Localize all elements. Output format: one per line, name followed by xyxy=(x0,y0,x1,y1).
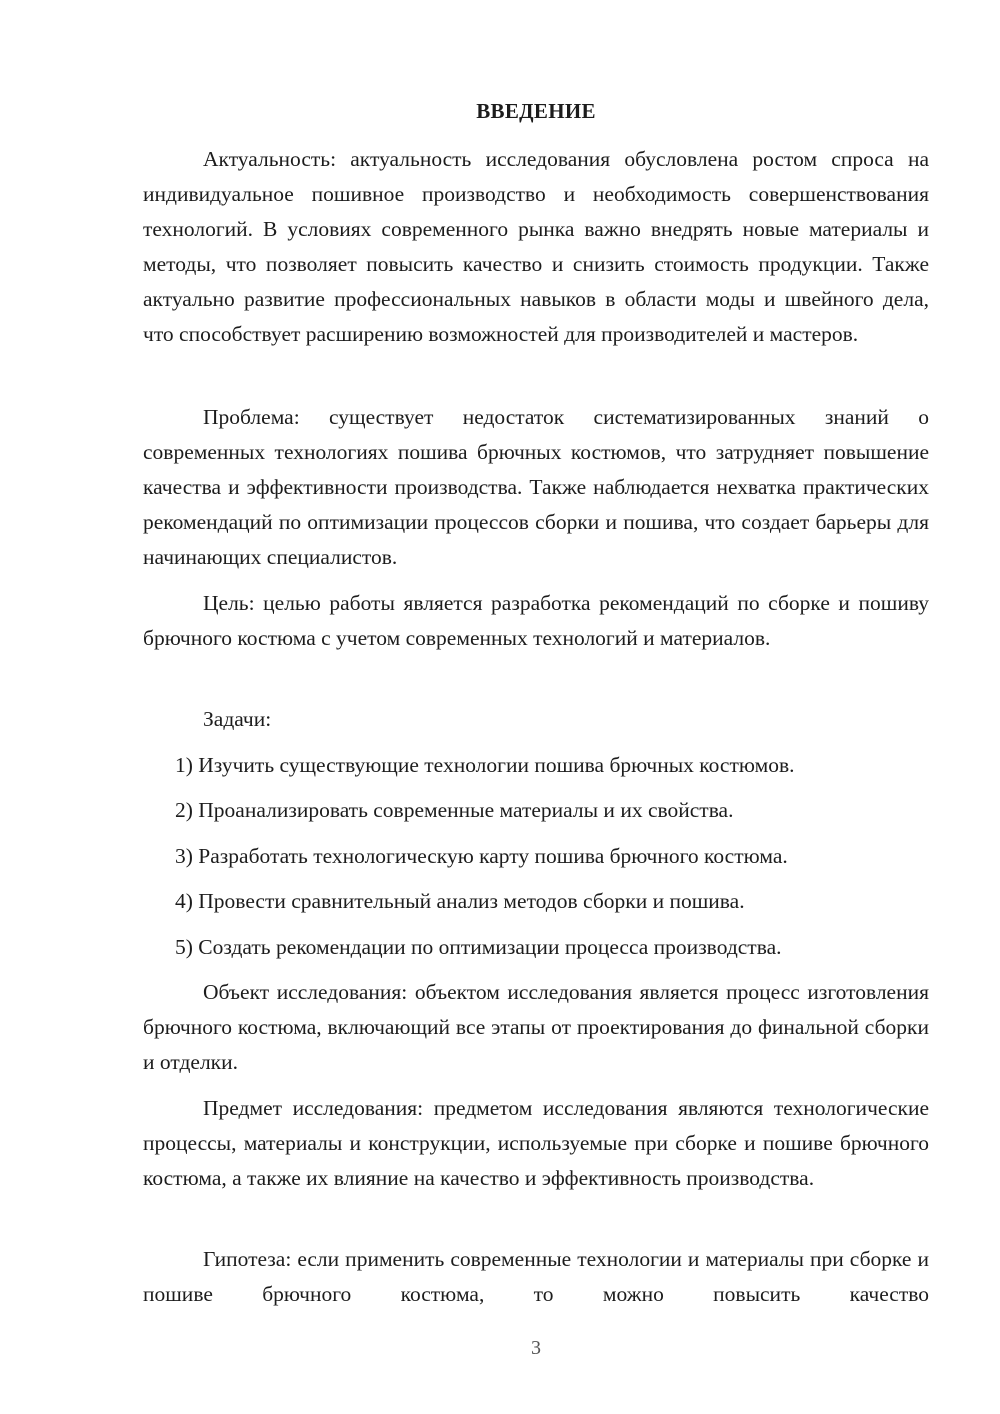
subject-paragraph: Предмет исследования: предметом исследования являются технологические процессы, материалы и конструкции, используемые при сборке и пошиве брючного костюма, а также их влияние на качество и эффективность производства. xyxy=(143,1096,929,1190)
problem-paragraph: Проблема: существует недостаток систематизированных знаний о современных технологиях пошива брючных костюмов, что затрудняет повышение качества и эффективности производства. Также наблюдается нехватка практических рекомендаций по оптимизации процессов сборки и пошива, что создает барьеры для начинающих специалистов. xyxy=(143,405,929,569)
relevance-paragraph: Актуальность: актуальность исследования обусловлена ростом спроса на индивидуальное пошивное производство и необходимость совершенствования технологий. В условиях современного рынка важно внедрять новые материалы и методы, что позволяет повысить качество и снизить стоимость продукции. Также актуально развитие профессиональных навыков в области моды и швейного дела, что способствует расширению возможностей для производителей и мастеров. xyxy=(143,147,929,346)
task-item: 1) Изучить существующие технологии пошива брючных костюмов. xyxy=(175,753,795,777)
task-item: 4) Провести сравнительный анализ методов сборки и пошива. xyxy=(175,889,745,913)
hypothesis-paragraph: Гипотеза: если применить современные технологии и материалы при сборке и пошиве брючного костюма, то можно повысить качество xyxy=(143,1247,929,1306)
goal-paragraph: Цель: целью работы является разработка рекомендаций по сборке и пошиву брючного костюма с учетом современных технологий и материалов. xyxy=(143,591,929,650)
task-item: 2) Проанализировать современные материалы и их свойства. xyxy=(175,798,734,822)
page-title: ВВЕДЕНИЕ xyxy=(476,99,596,123)
object-paragraph: Объект исследования: объектом исследования является процесс изготовления брючного костюма, включающий все этапы от проектирования до финальной сборки и отделки. xyxy=(143,980,929,1074)
page-number: 3 xyxy=(531,1337,541,1359)
task-item: 5) Создать рекомендации по оптимизации процесса производства. xyxy=(175,935,782,959)
task-item: 3) Разработать технологическую карту пошива брючного костюма. xyxy=(175,844,788,868)
tasks-heading: Задачи: xyxy=(203,707,272,731)
